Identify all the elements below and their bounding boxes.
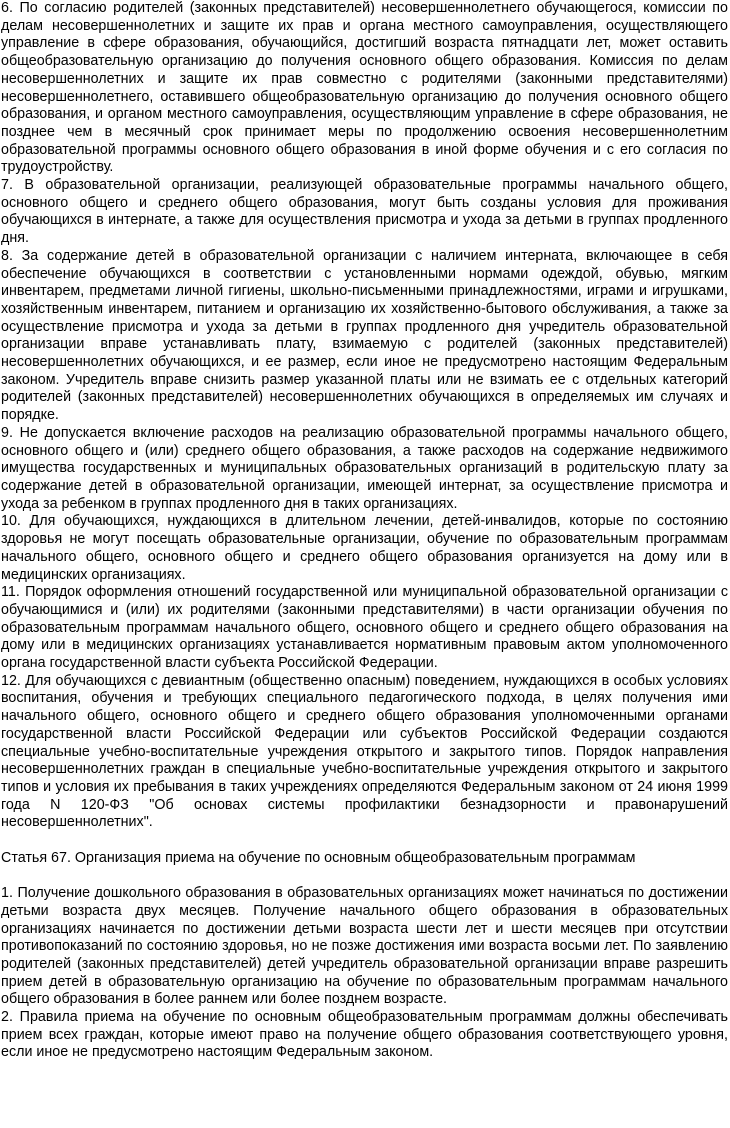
article-67-title: Статья 67. Организация приема на обучение по основным общеобразовательным программам (1, 849, 636, 866)
article-66-part-12: 12. Для обучающихся с девиантным (общественно опасным) поведением, нуждающихся в особых условиях воспитания, обучения и требующих специального педагогического подхода, в целях получения ими начального общего, основного общего и среднего общего образования уполномоченными органами государственной власти Российской Федерации или субъектов Российской Федерации создаются специальные учебно-воспитательные учреждения открытого и закрытого типов. Порядок направления несовершеннолетних граждан в специальные учебно-воспитательные учреждения открытого и закрытого типов и условия их пребывания в таких учреждениях определяются Федеральным законом от 24 июня 1999 года N 120-ФЗ "Об основах системы профилактики безнадзорности и правонарушений несовершеннолетних". (1, 672, 728, 831)
article-66-part-11: 11. Порядок оформления отношений государственной или муниципальной образовательной организации с обучающимися и (или) их родителями (законными представителями) в части организации обучения по образовательным программам начального общего, основного общего и среднего общего образования на дому или в медицинских организациях устанавливается нормативным правовым актом уполномоченного органа государственной власти субъекта Российской Федерации. (1, 584, 728, 672)
article-67-part-1: 1. Получение дошкольного образования в образовательных организациях может начинаться по достижении детьми возраста двух месяцев. Получение начального общего образования в образовательных организациях начинается по достижении детьми возраста шести лет и шести месяцев при отсутствии противопоказаний по состоянию здоровья, но не позже достижения ими возраста восьми лет. По заявлению родителей (законных представителей) детей учредитель образовательной организации вправе разрешить прием детей в образовательную организацию на обучение по образовательным программам начального общего образования в более раннем или более позднем возрасте. (1, 885, 728, 1008)
article-66-part-8: 8. За содержание детей в образовательной организации с наличием интерната, включающее в себя обеспечение обучающихся в соответствии с установленными нормами одеждой, обувью, мягким инвентарем, предметами личной гигиены, школьно-письменными принадлежностями, играми и игрушками, хозяйственным инвентарем, питанием и организацию их хозяйственно-бытового обслуживания, а также за осуществление присмотра и ухода за детьми в группах продленного дня учредитель образовательной организации вправе устанавливать плату, взимаемую с родителей (законных представителей) несовершеннолетних обучающихся, и ее размер, если иное не предусмотрено настоящим Федеральным законом. Учредитель вправе снизить размер указанной платы или не взимать ее с отдельных категорий родителей (законных представителей) несовершеннолетних обучающихся в определяемых им случаях и порядке. (1, 247, 728, 424)
article-66-part-7: 7. В образовательной организации, реализующей образовательные программы начального общего, основного общего и среднего общего образования, могут быть созданы условия для проживания обучающихся в интернате, а также для осуществления присмотра и ухода за детьми в группах продленного дня. (1, 177, 728, 247)
spacer (1, 832, 728, 850)
article-66-part-6: 6. По согласию родителей (законных представителей) несовершеннолетнего обучающегося, комиссии по делам несовершеннолетних и защите их прав и органа местного самоуправления, осуществляющего управление в сфере образования, обучающийся, достигший возраста пятнадцати лет, может оставить общеобразовательную организацию до получения основного общего образования. Комиссия по делам несовершеннолетних и защите их прав совместно с родителями (законными представителями) несовершеннолетнего, оставившего общеобразовательную организацию до получения основного общего образования, и органом местного самоуправления, осуществляющим управление в сфере образования, не позднее чем в месячный срок принимает меры по продолжению освоения несовершеннолетним образовательной программы основного общего образования в иной форме обучения и с его согласия по трудоустройству. (1, 0, 728, 176)
article-66-part-10: 10. Для обучающихся, нуждающихся в длительном лечении, детей-инвалидов, которые по состоянию здоровья не могут посещать образовательные организации, обучение по образовательным программам начального общего, основного общего и среднего общего образования организуется на дому или в медицинских организациях. (1, 513, 728, 583)
article-67-part-2: 2. Правила приема на обучение по основным общеобразовательным программам должны обеспечивать прием всех граждан, которые имеют право на получение общего образования соответствующего уровня, если иное не предусмотрено настоящим Федеральным законом. (1, 1009, 728, 1061)
article-66-part-9: 9. Не допускается включение расходов на реализацию образовательной программы начального общего, основного общего и (или) среднего общего образования, а также расходов на содержание недвижимого имущества государственных и муниципальных образовательных организаций в родительскую плату за содержание детей в образовательной организации, имеющей интернат, за осуществление присмотра и ухода за ребенком в группах продленного дня в таких организациях. (1, 424, 728, 512)
spacer (1, 867, 728, 885)
